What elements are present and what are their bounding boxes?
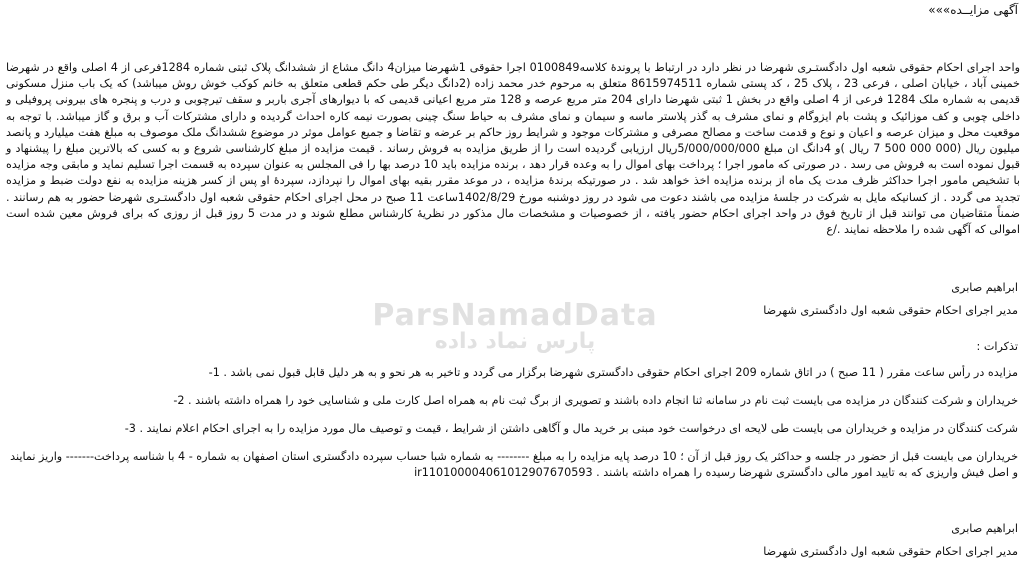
signature-block-1	[518, 280, 1018, 319]
announcement-title: آگهی مزایــده»»»	[928, 3, 1018, 17]
note-item-1: مزایده در رأس ساعت مقرر ( 11 صبح ) در اتاق شماره 209 اجرای احکام حقوقی دادگستری شهرضا برگزار می گردد و تاخیر به هر نحو و به هر دلیل قابل قبول نمی باشد . 1-	[208, 366, 1018, 379]
watermark-persian: پارس نماد داده	[434, 329, 596, 354]
signer-position: مدیر اجرای احکام حقوقی شعبه اول دادگستری شهرضا	[763, 304, 1018, 317]
signer-position: مدیر اجرای احکام حقوقی شعبه اول دادگستری شهرضا	[763, 545, 1018, 558]
signer-name: ابراهیم صابری	[951, 522, 1018, 535]
note-item-3: شرکت کنندگان در مزایده و خریداران می بایست طی لایحه ای درخواست خود مبنی بر خرید مال و آگاهی داشتن از شرایط ، قیمت و توصیف مال مورد مزایده را به اجرای احکام اعلام نمایند . 3-	[124, 422, 1018, 435]
note-item-2: خریداران و شرکت کنندگان در مزایده می بایست ثبت نام در سامانه ثنا انجام داده باشند و تصویری از برگ ثبت نام به همراه اصل کارت ملی و شناسایی خود را همراه داشته باشند . 2-	[173, 394, 1018, 407]
signer-name: ابراهیم صابری	[951, 281, 1018, 294]
watermark-brand: ParsNamadData	[372, 298, 658, 333]
signature-block-2	[518, 521, 1018, 560]
announcement-body: واحد اجرای احکام حقوقی شعبه اول دادگستـری شهرضا در نظر دارد در ارتباط با پروندۀ کلاسه0100849 اجرا حقوقی 1شهرضا میزان4 دانگ مشاع از ششدانگ پلاک ثبتی شماره 1284فرعی از 4 اصلی واقع در شهرضا خمینی آباد ، خیابان اصلی ، فرعی 23 ، پلاک 25 ، کد پستی شماره 8615974511 متعلق به مرحوم خدر محمد زاده (2دانگ دیگر طی حکم قطعی متعلق به خانم کوکب خوش روش میباشد) که یک باب منزل مسکونی قدیمی به شماره ملک 1284 فرعی از 4 اصلی واقع در بخش 1 ثبتی شهرضا دارای 204 متر مربع عرصه و 128 متر مربع اعیانی قدیمی که با دیوارهای آجری باربر و سقف تیرچوبی و درب و پنجره های بیرونی پروفیلی و داخلی چوبی و کف موزائیک و پشت بام ایزوگام و نمای مشرف به گذر پلاستر ماسه و سیمان و نمای مشرف به حیاط سنگ چینی بصورت نیمه کاره احداث گردیده و دارای مشترکات آب و برق و گاز میباشد. با توجه به موقعیت محل و میزان عرصه و اعیان و نوع و قدمت ساخت و مصالح مصرفی و مشترکات موجود و شرایط روز حاکم بر عرضه و تقاضا و جمیع عوامل موثر در موضوع ششدانگ ملک موصوف به مبلغ هفت میلیارد و پانصد میلیون ریال (000 000 500 7 ریال )و 4دانگ ان مبلغ 5/000/000/000ریال ارزیابی گردیده است را از طریق مزایده به فروش رساند . قیمت مزایده از مبلغ کارشناسی شروع و به کسی که بالاترین مبلغ را پیشنهاد و قبول نموده است به فروش می رسد . در صورتی که مامور اجرا ؛ پرداخت بهای اموال را به وعده قرار دهد ، برنده مزایده باید 10 درصد بها را فی المجلس به عنوان سپرده به قسمت اجرا تسلیم نماید و مابقی وجه مزایده با تشخیص مامور اجرا حداکثر ظرف مدت یک ماه از برنده مزایده اخذ خواهد شد . در صورتیکه برندۀ مزایده ، در موعد مقرر بقیه بهای اموال را نپردازد، سپردۀ او پس از کسر هزینه مزایده به نفع دولت ضبط و مزایده تجدید می گردد . از کسانیکه مایل به شرکت در جلسۀ مزایده می باشند دعوت می شود در روز دوشنبه مورخ 1402/8/29ساعت 11 صبح در محل اجرای احکام حقوقی شعبه اول دادگستـری شهرضا حضور به هم رسانند . ضمناً متقاضیان می توانند قبل از تاریخ فوق در واحد اجرای احکام حضور یافته ، از خصوصیات و مشخصات مال مذکور در نظریۀ کارشناس مطلع شوند و در مدت 5 روز قبل از روزی که برای فروش معین شده است اموالی که آگهی شده را ملاحظه نمایند ./ع	[6, 61, 1021, 237]
notes-heading: تذکرات :	[976, 340, 1018, 353]
note-item-4: خریداران می بایست قبل از حضور در جلسه و حداکثر یک روز قبل از آن ؛ 10 درصد پایه مزایده را به مبلغ -------- به شماره شبا حساب سپرده دادگستری استان اصفهان به شماره - 4 با شناسه پرداخت------- واریز نمایند و اصل فیش واریزی که به تایید امور مالی دادگستری شهرضا رسیده را همراه داشته باشند . ir110100004061012907670593	[10, 450, 1018, 479]
